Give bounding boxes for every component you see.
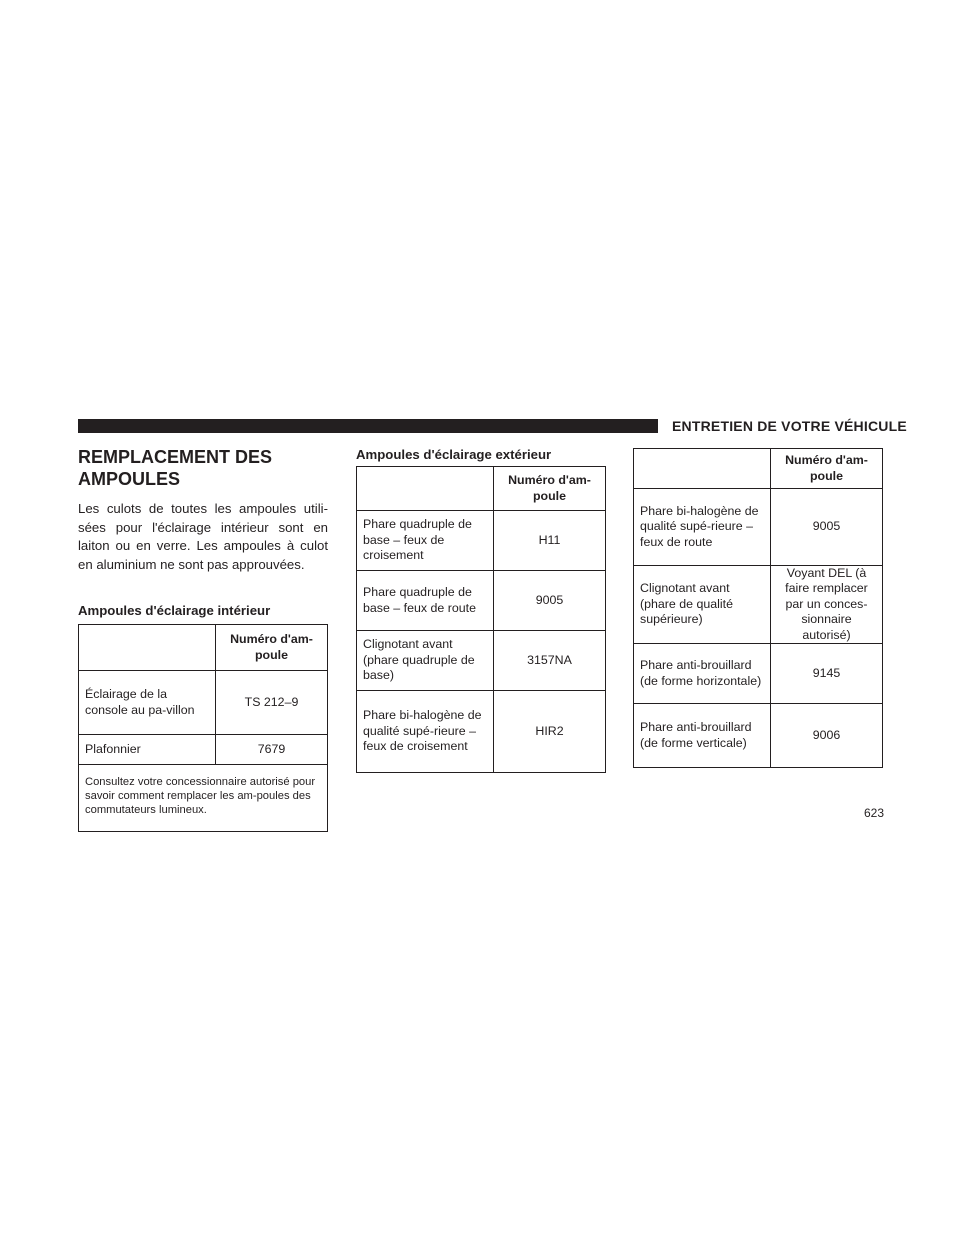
table-note-row <box>79 765 328 832</box>
table-row <box>79 735 328 765</box>
table-row <box>357 511 606 571</box>
page-number: 623 <box>863 806 884 820</box>
row-value: 9145 <box>771 644 883 704</box>
table-header-row <box>79 625 328 671</box>
column-middle <box>356 446 606 773</box>
row-value: 9005 <box>494 571 606 631</box>
row-label: Phare anti-brouillard (de forme horizontale) <box>634 644 771 704</box>
row-value: 9006 <box>771 704 883 768</box>
row-value: Voyant DEL (à faire remplacer par un conces-sionnaire autorisé) <box>771 566 883 644</box>
row-label: Clignotant avant (phare quadruple de base) <box>357 631 494 691</box>
row-label: Phare quadruple de base – feux de croisement <box>357 511 494 571</box>
row-label: Clignotant avant (phare de qualité supérieure) <box>634 566 771 644</box>
section-title: REMPLACEMENT DES AMPOULES <box>78 447 273 489</box>
row-label: Phare bi-halogène de qualité supé-rieure – feux de croisement <box>357 691 494 773</box>
table-row <box>357 631 606 691</box>
chapter-title: ENTRETIEN DE VOTRE VÉHICULE <box>672 418 907 434</box>
header-cell-bulb-number: Numéro d'am-poule <box>771 449 883 489</box>
table-row <box>357 691 606 773</box>
row-value: 3157NA <box>494 631 606 691</box>
table-row <box>634 704 883 768</box>
table-row <box>634 489 883 566</box>
table-row <box>357 571 606 631</box>
header-cell-item <box>357 467 494 511</box>
intro-paragraph: Les culots de toutes les ampoules utili-sées pour l'éclairage intérieur sont en laiton ou en verre. Les ampoules à culot en aluminium ne sont pas approuvées. <box>78 501 328 572</box>
column-left <box>78 446 328 832</box>
row-value: 9005 <box>771 489 883 566</box>
row-label: Phare quadruple de base – feux de route <box>357 571 494 631</box>
table-header-row <box>634 449 883 489</box>
table-row <box>79 671 328 735</box>
header-cell-item <box>79 625 216 671</box>
row-label: Phare bi-halogène de qualité supé-rieure – feux de route <box>634 489 771 566</box>
row-value: H11 <box>494 511 606 571</box>
header-cell-item <box>634 449 771 489</box>
exterior-bulbs-table-continued <box>633 448 883 768</box>
header-cell-bulb-number: Numéro d'am-poule <box>494 467 606 511</box>
exterior-table-caption: Ampoules d'éclairage extérieur <box>356 447 552 462</box>
header-cell-bulb-number: Numéro d'am-poule <box>216 625 328 671</box>
column-right <box>633 446 883 768</box>
row-label: Plafonnier <box>79 735 216 765</box>
row-label: Éclairage de la console au pa-villon <box>79 671 216 735</box>
header-rule <box>78 419 658 433</box>
table-row <box>634 566 883 644</box>
table-header-row <box>357 467 606 511</box>
row-value: 7679 <box>216 735 328 765</box>
table-row <box>634 644 883 704</box>
row-label: Phare anti-brouillard (de forme verticale) <box>634 704 771 768</box>
row-value: HIR2 <box>494 691 606 773</box>
exterior-bulbs-table <box>356 466 606 773</box>
row-value: TS 212–9 <box>216 671 328 735</box>
interior-table-caption: Ampoules d'éclairage intérieur <box>78 603 271 618</box>
interior-bulbs-table <box>78 624 328 832</box>
table-note: Consultez votre concessionnaire autorisé pour savoir comment remplacer les am-poules des commutateurs lumineux. <box>79 765 328 832</box>
